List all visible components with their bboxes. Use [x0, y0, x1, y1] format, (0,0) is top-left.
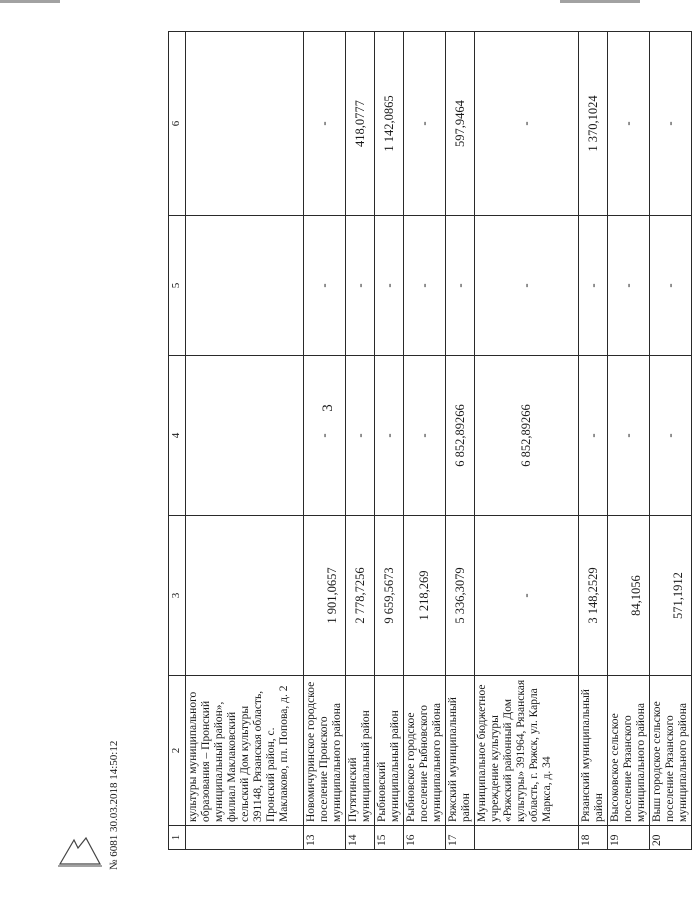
cell-col-4: 6 852,89266	[446, 356, 475, 516]
row-name: Ряжский муниципальный район	[446, 676, 475, 826]
cell-col-5: -	[446, 216, 475, 356]
table-row	[650, 32, 692, 850]
cell-col-4	[186, 356, 304, 516]
cell-col-4: -	[650, 356, 692, 516]
table-row	[475, 32, 579, 850]
row-number: 13	[304, 826, 346, 850]
cell-col-3: 5 336,3079	[446, 516, 475, 676]
cell-col-6: -	[404, 32, 446, 216]
table-row	[446, 32, 475, 850]
cell-col-6: -	[304, 32, 346, 216]
cell-col-6: -	[650, 32, 692, 216]
table-row	[404, 32, 446, 850]
header-col-4: 4	[169, 356, 186, 516]
row-name: Путятинский муниципальный район	[346, 676, 375, 826]
cell-col-5	[186, 216, 304, 356]
table-row	[186, 32, 304, 850]
cell-col-5: -	[650, 216, 692, 356]
cell-col-3: 1 218,269	[404, 516, 446, 676]
table-row	[579, 32, 608, 850]
row-number: 17	[446, 826, 475, 850]
registration-stamp	[108, 740, 120, 871]
row-number: 16	[404, 826, 446, 850]
cell-col-4: 6 852,89266	[475, 356, 579, 516]
data-table-rotated	[168, 32, 689, 850]
header-col-6: 6	[169, 32, 186, 216]
cell-col-4: -	[304, 356, 346, 516]
row-number: 14	[346, 826, 375, 850]
cell-col-5: -	[475, 216, 579, 356]
scan-mark-right	[560, 0, 640, 3]
cell-col-4: -	[404, 356, 446, 516]
header-col-2: 2	[169, 676, 186, 826]
cell-col-3: 1 901,0657	[304, 516, 346, 676]
row-name: Муниципальное бюджетное учреждение культуры «Ряжский районный Дом культуры» 391964, Рязанская область, г. Ряжск, ул. Карла Маркса, д. 34	[475, 676, 579, 826]
row-number: 20	[650, 826, 692, 850]
cell-col-5: -	[375, 216, 404, 356]
row-name: Рыбновский муниципальный район	[375, 676, 404, 826]
header-col-1: 1	[169, 826, 186, 850]
cell-col-6: 597,9464	[446, 32, 475, 216]
table-row	[375, 32, 404, 850]
row-number: 18	[579, 826, 608, 850]
cell-col-5: -	[346, 216, 375, 356]
header-col-3: 3	[169, 516, 186, 676]
cell-col-6: 1 142,0865	[375, 32, 404, 216]
row-name: Новомичуринское городское поселение Пронского муниципального района	[304, 676, 346, 826]
row-number	[475, 826, 579, 850]
registration-logo-icon	[56, 834, 104, 868]
cell-col-3	[186, 516, 304, 676]
table-row	[304, 32, 346, 850]
cell-col-6: -	[608, 32, 650, 216]
cell-col-3: 571,1912	[650, 516, 692, 676]
header-col-5: 5	[169, 216, 186, 356]
cell-col-6	[186, 32, 304, 216]
row-number	[186, 826, 304, 850]
cell-col-5: -	[304, 216, 346, 356]
cell-col-4: -	[608, 356, 650, 516]
row-name: культуры муниципального образования – Пронский муниципальный район», филиал Маклаковский сельский Дом культуры 391148, Рязанская область, Пронский район, с. Маклаково, пл. Попова, д. 2	[186, 676, 304, 826]
cell-col-6: 418,0777	[346, 32, 375, 216]
registration-stamp-text: № 6081 30.03.2018 14:50:12	[108, 740, 120, 870]
row-name: Рязанский муниципальный район	[579, 676, 608, 826]
scan-mark-left	[0, 0, 60, 3]
row-name: Высоковское сельское поселение Рязанского муниципального района	[608, 676, 650, 826]
cell-col-5: -	[404, 216, 446, 356]
cell-col-3: 9 659,5673	[375, 516, 404, 676]
page-number: 3	[320, 404, 336, 412]
cell-col-3: 2 778,7256	[346, 516, 375, 676]
cell-col-5: -	[608, 216, 650, 356]
cell-col-3: 3 148,2529	[579, 516, 608, 676]
row-number: 15	[375, 826, 404, 850]
cell-col-6: 1 370,1024	[579, 32, 608, 216]
cell-col-4: -	[375, 356, 404, 516]
row-name: Выш городское сельское поселение Рязанского муниципального района	[650, 676, 692, 826]
table-header-row	[169, 32, 186, 850]
table-row	[608, 32, 650, 850]
row-name: Рыбновское городское поселение Рыбновского муниципального района	[404, 676, 446, 826]
row-number: 19	[608, 826, 650, 850]
cell-col-3: 84,1056	[608, 516, 650, 676]
data-table	[168, 31, 692, 850]
cell-col-4: -	[579, 356, 608, 516]
cell-col-3: -	[475, 516, 579, 676]
cell-col-5: -	[579, 216, 608, 356]
cell-col-4: -	[346, 356, 375, 516]
cell-col-6: -	[475, 32, 579, 216]
table-row	[346, 32, 375, 850]
